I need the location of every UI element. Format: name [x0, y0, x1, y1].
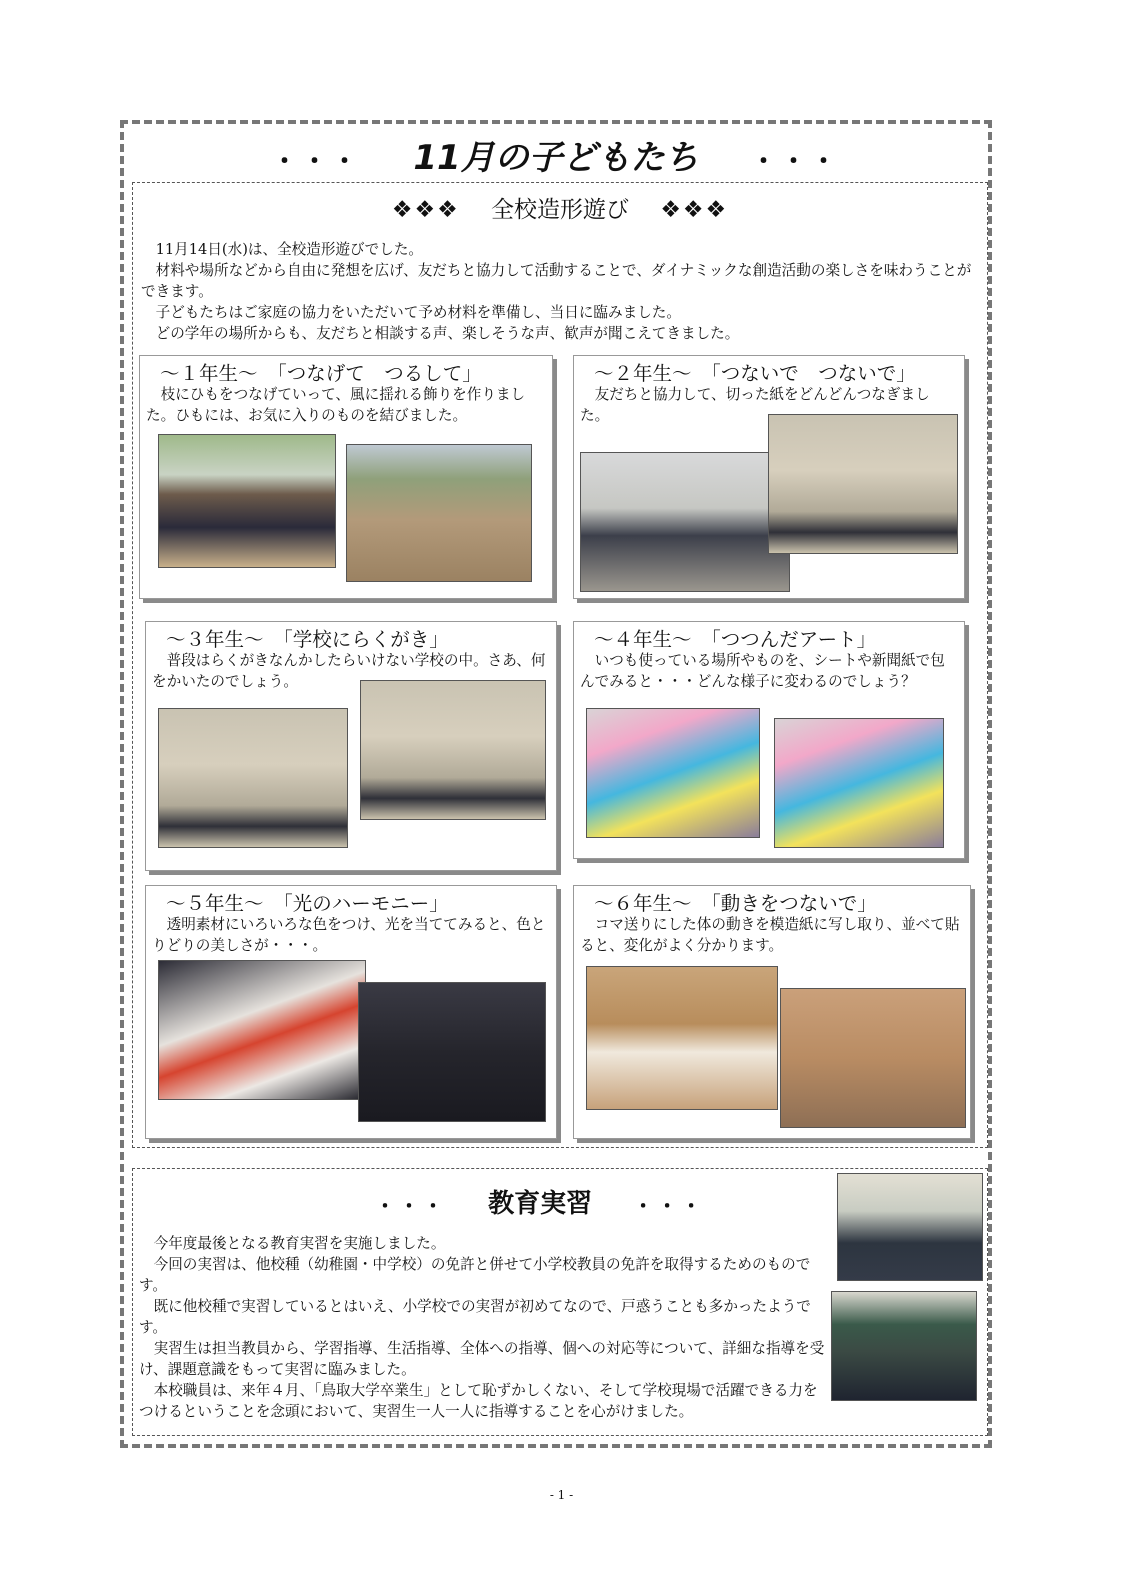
diamond-ornament-right: ❖❖❖	[660, 197, 729, 223]
grade-2-card	[573, 355, 965, 599]
grade-6-text: コマ送りにした体の動きを模造紙に写し取り、並べて貼ると、変化がよく分かります。	[580, 916, 960, 954]
grade-5-photo-lights	[358, 982, 546, 1122]
intro-paragraph: 11月14日(水)は、全校造形遊びでした。	[141, 241, 424, 258]
grade-1-text: 枝にひもをつなげていって、風に揺れる飾りを作りました。ひもには、お気に入りのものを結びました。	[146, 386, 526, 424]
page-number: - 1 -	[549, 1488, 574, 1502]
newsletter-title-row	[124, 130, 988, 180]
practicum-title-row	[343, 1183, 737, 1220]
practicum-title: 教育実習	[488, 1189, 593, 1219]
grade-6-photo-wall	[780, 988, 966, 1128]
grade-3-title: ～３年生～ 「学校にらくがき」	[166, 628, 449, 651]
practicum-paragraph: 今回の実習は、他校種（幼稚園・中学校）の免許と併せて小学校教員の免許を取得するためのものです。	[139, 1256, 811, 1294]
event-title-row	[133, 191, 987, 224]
grade-5-text: 透明素材にいろいろな色をつけ、光を当ててみると、色とりどりの美しさが・・・。	[152, 916, 546, 954]
grade-6-photo-tracing	[586, 966, 778, 1110]
grade-3-photo-kids-drawing	[360, 680, 546, 820]
practicum-paragraph: 今年度最後となる教育実習を実施しました。	[139, 1235, 446, 1252]
grade-2-text: 友だちと協力して、切った紙をどんどんつなぎました。	[580, 386, 930, 424]
event-section	[132, 182, 988, 1148]
practicum-photo-classroom	[837, 1173, 983, 1281]
grade-5-photo-coloring	[158, 960, 366, 1100]
grade-1-photo-classroom	[158, 434, 336, 568]
grade-4-photo-wrapped-room	[586, 708, 760, 838]
practicum-paragraph: 実習生は担当教員から、学習指導、生活指導、全体への指導、個への対応等について、詳細な指導を受け、課題意識をもって実習に臨みました。	[139, 1340, 825, 1378]
practicum-body	[139, 1233, 831, 1422]
newsletter-frame	[120, 120, 992, 1448]
intro-paragraph: 子どもたちはご家庭の協力をいただいて予め材料を準備し、当日に臨みました。	[141, 304, 681, 321]
event-title: 全校造形遊び	[491, 197, 629, 223]
grade-4-card	[573, 621, 965, 859]
grade-1-title: ～１年生～ 「つなげて つるして」	[160, 362, 482, 385]
grade-1-photo-yard	[346, 444, 532, 582]
intro-paragraph: どの学年の場所からも、友だちと相談する声、楽しそうな声、歓声が聞こえてきました。	[141, 325, 740, 342]
grade-4-photo-wrapped-hall	[774, 718, 944, 848]
grade-6-card	[573, 885, 971, 1139]
event-intro	[141, 239, 981, 344]
grade-2-title: ～２年生～ 「つないで つないで」	[594, 362, 916, 385]
grade-5-title: ～５年生～ 「光のハーモニー」	[166, 892, 449, 915]
grade-5-card	[145, 885, 557, 1139]
practicum-dots-right: ・・・	[633, 1194, 706, 1218]
practicum-photo-blackboard	[831, 1291, 977, 1401]
intro-paragraph: 材料や場所などから自由に発想を広げ、友だちと協力して活動することで、ダイナミックな創造活動の楽しさを味わうことができます。	[141, 262, 972, 300]
practicum-dots-left: ・・・	[375, 1194, 447, 1218]
grade-6-title: ～６年生～ 「動きをつないで」	[594, 892, 877, 915]
practicum-paragraph: 本校職員は、来年４月、「鳥取大学卒業生」として恥ずかしくない、そして学校現場で活躍できる力をつけるということを念頭において、実習生一人一人に指導することを心がけました。	[139, 1382, 818, 1420]
grade-1-card	[139, 355, 553, 599]
newsletter-title: 11月の子どもたち	[413, 138, 699, 178]
grade-2-photo-newspaper	[768, 414, 958, 554]
practicum-paragraph: 既に他校種で実習しているとはいえ、小学校での実習が初めてなので、戸惑うことも多かったようです。	[139, 1298, 811, 1336]
grade-3-card	[145, 621, 557, 871]
grade-3-text: 普段はらくがきなんかしたらいけない学校の中。さあ、何をかいたのでしょう。	[152, 652, 546, 690]
practicum-section	[132, 1168, 988, 1436]
grade-4-text: いつも使っている場所やものを、シートや新聞紙で包んでみると・・・どんな様子に変わるのでしょう？	[580, 652, 945, 690]
title-dots-left: ・・・	[271, 147, 362, 177]
title-dots-right: ・・・	[750, 147, 841, 177]
diamond-ornament-left: ❖❖❖	[391, 197, 460, 223]
grade-2-photo-hallway	[580, 452, 790, 592]
grade-4-title: ～４年生～ 「つつんだアート」	[594, 628, 877, 651]
grade-3-photo-floor-drawing	[158, 708, 348, 848]
